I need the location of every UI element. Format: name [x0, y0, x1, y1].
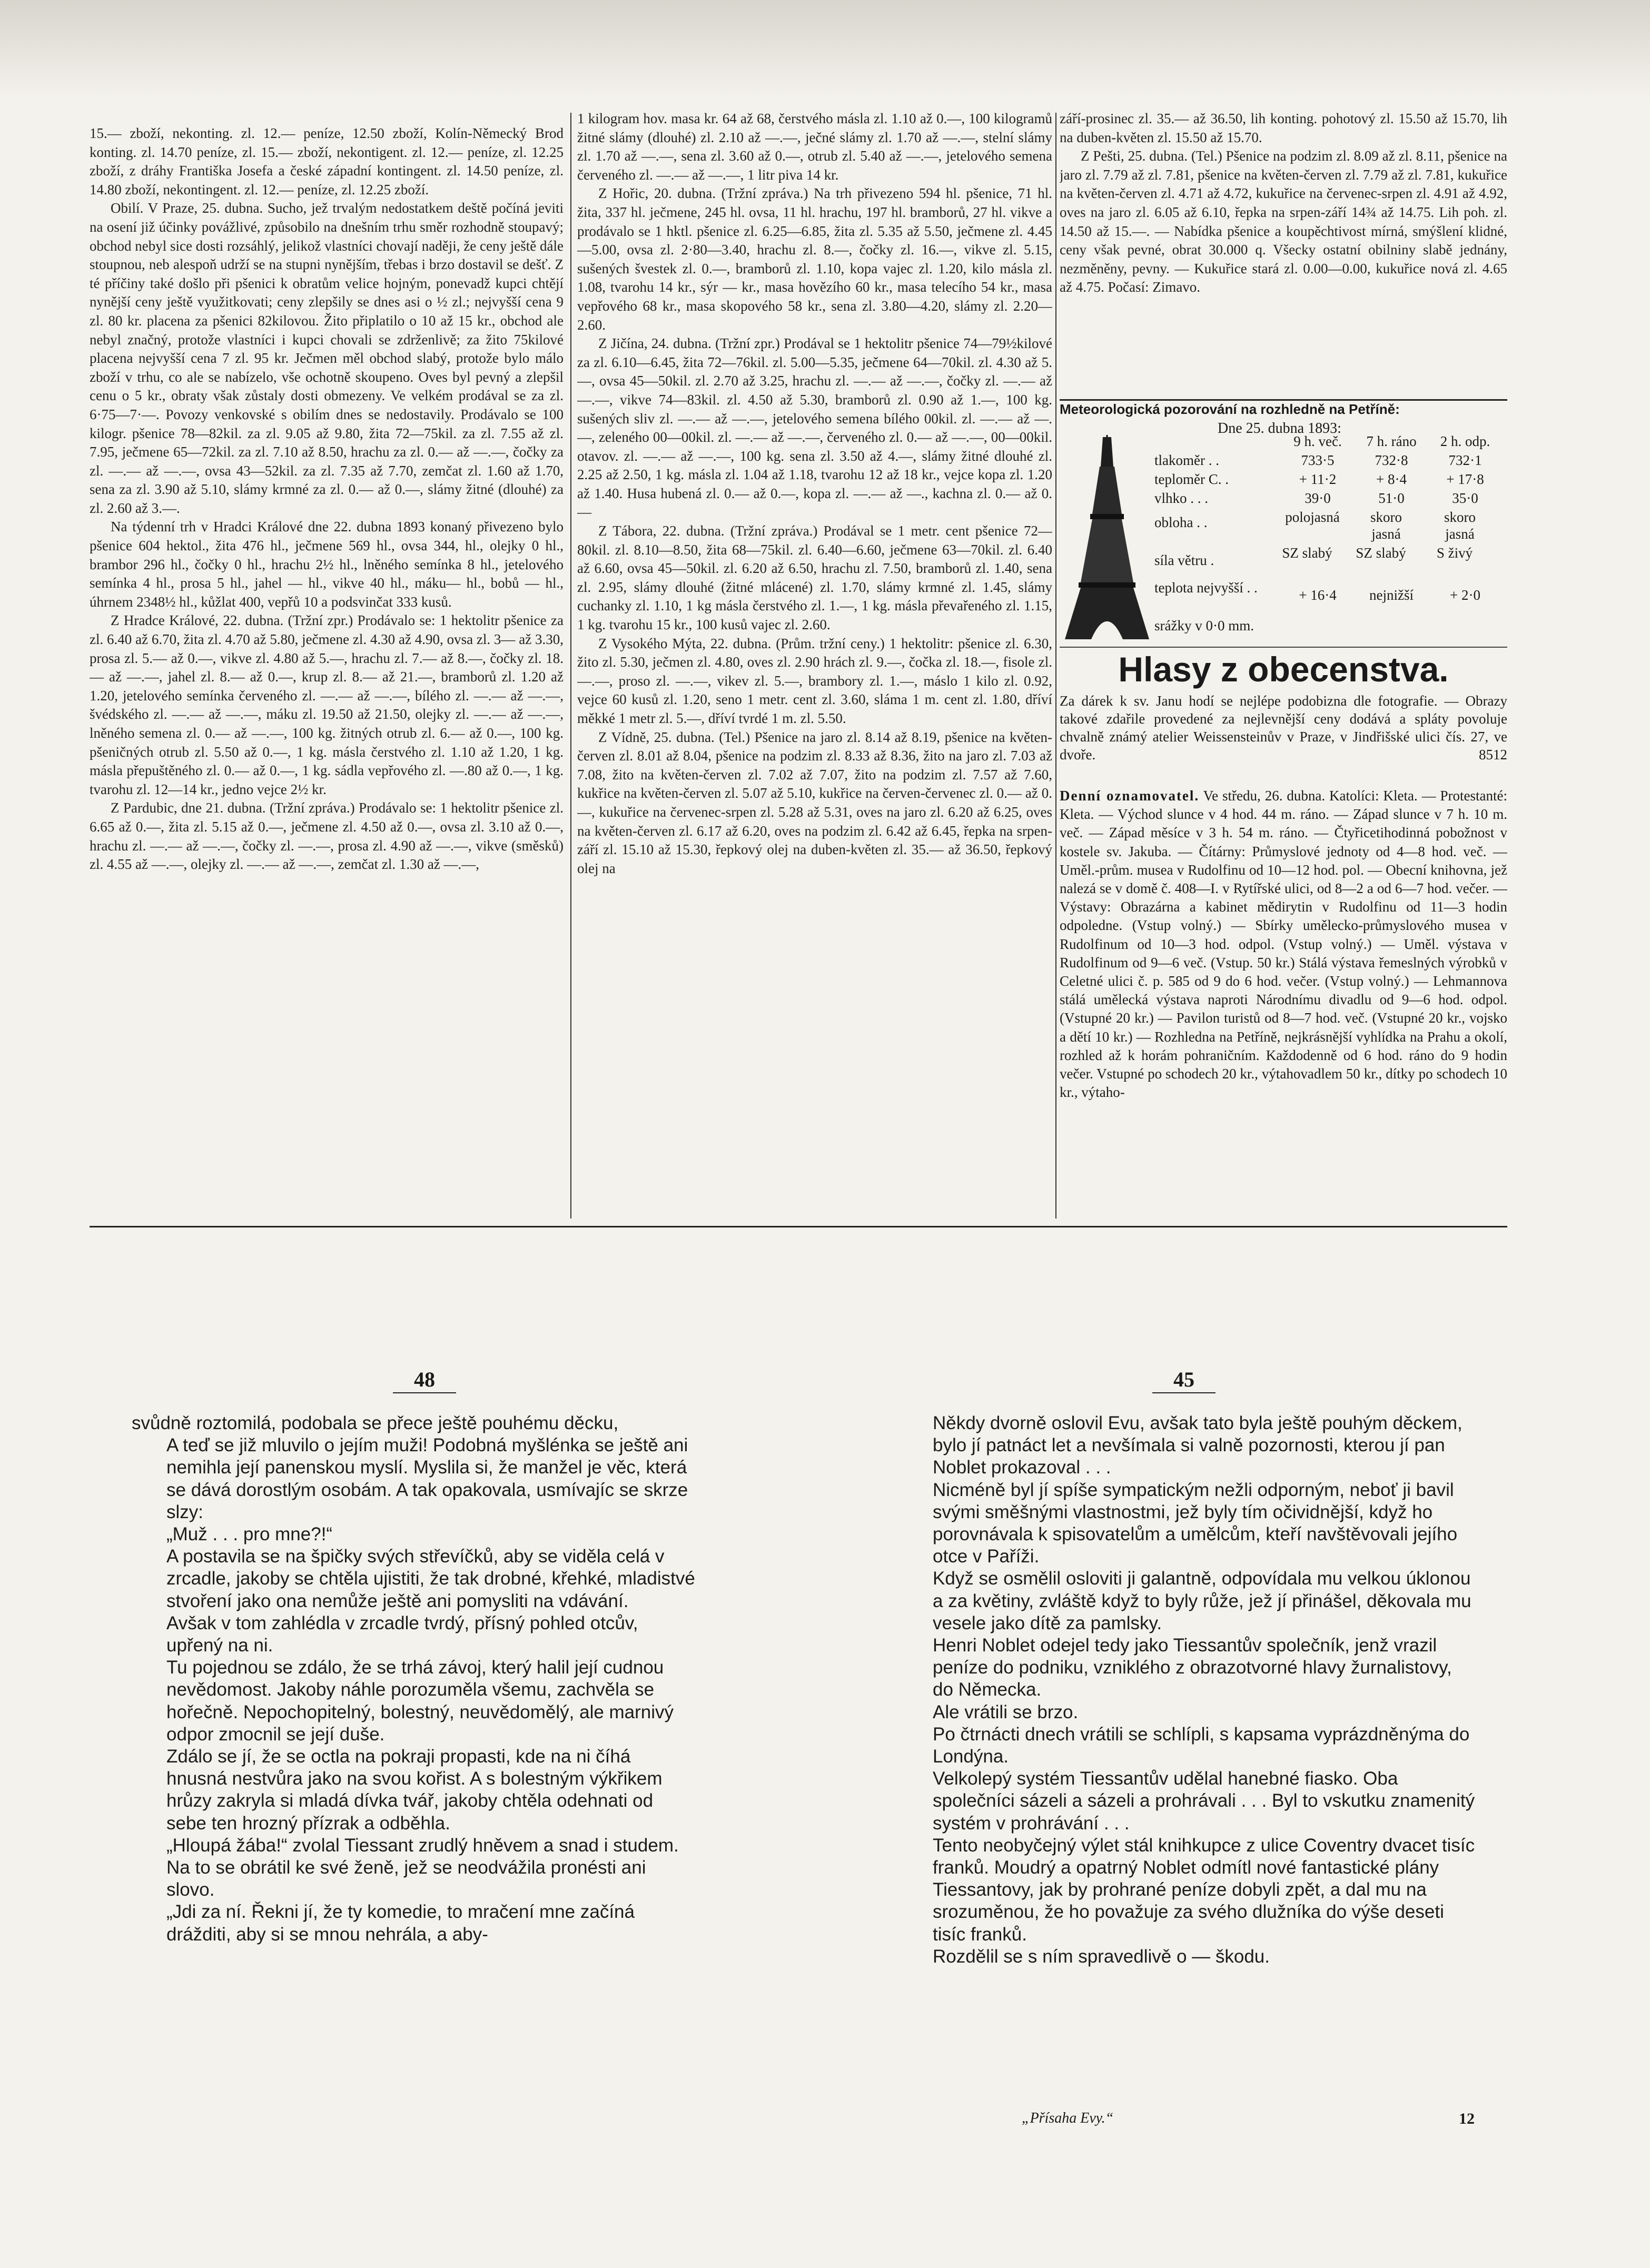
story-paragraph: Avšak v tom zahlédla v zrcadle tvrdý, přísný pohled otcův, upřený na ni.	[166, 1612, 638, 1656]
market-paragraph: Z Vysokého Mýta, 22. dubna. (Prům. tržní ceny.) 1 hektolitr: pšenice zl. 6.30, žito zl. 5.30, ječmen zl. 4.80, oves zl. 2.90 hrách zl. 9.—, čočka zl. 18.—, fisole zl. —.—, proso zl. —.—, vikev zl. 5.—, brambory zl. 1.—, máslo 1 kilo zl. 0.92, vejce 60 kusů zl. 1.20, seno 1 metr. cent zl. 3.60, sláma 1 m. cent zl. 1.80, dříví měkké 1 metr zl. 5.—, dříví tvrdé 1 m. zl. 5.50.	[577, 635, 1052, 726]
section-rule	[1060, 399, 1507, 401]
story-paragraph: Po čtrnácti dnech vrátili se schlípli, s kapsama vyprázdněnýma do Londýna.	[933, 1724, 1470, 1767]
story-paragraph: Ale vrátili se brzo.	[933, 1701, 1079, 1722]
market-paragraph: Na týdenní trh v Hradci Králové dne 22. dubna 1893 konaný přivezeno bylo pšenice 604 hektol., žita 476 hl., ječmene 569 hl., ovsa 344, hl., olejky 0 hl., brambor 296 hl., čočky 0 hl., hrachu 2½ hl., lněného semínka 8 hl., jetelového semínka 4 hl., prosa 5 hl., jahel — hl., vikve 40 hl., máku— hl., bobů — hl., úhrnem 2348½ hl., kůžlat 400, vepřů 10 a podsvinčat 333 kusů.	[90, 519, 564, 610]
story-paragraph: „Jdi za ní. Řekni jí, že ty komedie, to mračení mne začíná drážditi, aby si se mnou nehrála, a aby-	[166, 1901, 635, 1945]
market-paragraph: Obilí. V Praze, 25. dubna. Sucho, jež trvalým nedostatkem deště počíná jeviti na osení již účinky povážlivé, způsobilo na dnešním trhu směr rozhodně stoupavý; obchod nebyl sice dosti rozsáhlý, jelikož vlastníci chovají naději, že ceny ještě dále stoupnou, neb alespoň udrží se na stupni nynějším, třebas i brzo dostavil se dešť. Z té příčiny také došlo při pšenici k obratům velice hojným, ponevadž kupci chtějí nynější ceny ještě využitkovati; ceny zlepšily se dnes asi o ½ zl.; nejvyšší cena 9 zl. 80 kr. placena za pšenici 82kilovou. Žito připlatilo o 10 až 15 kr., obchod ale nebyl značný, protože vlastníci i kupci chovali se zdrženlivě; za žito 75kilové placena nejvyšší cena 7 zl. 95 kr. Ječmen měl obchod slabý, protože bylo málo zboží v trhu, co ale se nabízelo, vše ochotně skoupeno. Oves byl pevný a zlepšil cenu o 5 kr., obraty však zůstaly dosti obmezeny. Ve velkém prodával se za zl. 6·75—7·—. Povozy venkovské s obilím dnes se nedostavily. Prodávalo se 100 kilogr. pšenice 78—82kil. za zl. 9.05 až 9.80, žita 72—75kil. za zl. 7.55 až zl. 7.95, ječmene 65—72kil. za zl. 7.10 až 8.50, hrachu za zl. 0.— až —.—, čočky za zl. —.— až —.—, ovsa 43—52kil. za zl. 7.35 až 7.70, zemčat zl. 1.60 až 1.70, sena za zl. 3.90 až 5.10, slámy krmné za zl. 0.— až 0.—, slámy žitné (dlouhé) za zl. 2.60 až 3.—.	[90, 200, 564, 516]
story-paragraph: Tu pojednou se zdálo, že se trhá závoj, který halil její cudnou nevědomost. Jakoby náhle porozuměla všemu, zachvěla se hořečně. Nepochopitelný, bolestný, neuvědomělý, ale marnivý odpor zmocnil se její duše.	[166, 1657, 674, 1745]
story-page-left	[132, 1412, 695, 2160]
weather-cell: polojasná	[1285, 509, 1340, 525]
market-paragraph: Z Vídně, 25. dubna. (Tel.) Pšenice na jaro zl. 8.14 až 8.19, pšenice na květen-červen zl. 8.01 až 8.04, pšenice na podzim zl. 8.33 až 8.36, žito na jaro zl. 7.03 až 7.08, žito na květen-červen zl. 7.02 až 7.07, žito na podzim zl. 7.57 až 7.60, kukřice na květen-červen zl. 5.07 až 5.10, kukřice na červen-červenec zl. 0.— až 0.—, kukuřice na červenec-srpen zl. 5.28 až 5.31, oves na jaro zl. 6.20 až 6.25, oves na květen-červen zl. 6.17 až 6.20, oves na podzim zl. 6.42 až 6.45, řepka na srpen-září zl. 15.10 až 15.30, řepkový olej na duben-květen zl. 35.— až 36.50, řepkový olej na	[577, 729, 1052, 876]
story-paragraph: svůdně roztomilá, podobala se přece ještě pouhému děcku,	[132, 1413, 619, 1433]
denni-oznamovatel	[1060, 787, 1507, 1219]
weather-cell: S živý	[1436, 545, 1473, 561]
petrin-tower-illustration	[1060, 435, 1154, 641]
book-footer-page: 12	[1459, 2110, 1475, 2127]
weather-cell: 35·0	[1452, 490, 1478, 506]
market-paragraph: Z Hradce Králové, 22. dubna. (Tržní zpr.) Prodávalo se: 1 hektolitr pšenice za zl. 6.40 až 6.70, žita zl. 4.70 až 5.80, ječmene zl. 4.30 až 4.90, ovsa zl. 3— až 3.30, prosa zl. 5.— až 0.—, vikve zl. 4.80 až 5.—, hrachu zl. 7.— až 8.—, čočky zl. 18.— až —.—, jahel zl. 8.— až 0.—, krup zl. 8.— až 21.—, bramborů zl. 1.20 až 1.20, jetelového semínka červeného zl. —.— až —.—, bílého zl. —.— až —.—, švédského zl. —.— až —.—, máku zl. 19.50 až 21.50, olejky zl. —.— až —.—, lněného semena zl. 0.— až —.—, 100 kg. žitných otrub zl. 6.— až 0.—, 100 kg. pšeničných otrub zl. 5.50 až 0.—, 1 kg. másla čerstvého zl. 1.10 až 1.20, 1 kg. másla přepuštěného zl. 0.— až 0.—, 1 kg. sádla vepřového zl. —.80 až 0.—, 1 kg. tvarohu zl. 12—14 kr., jedno vejce 2½ kr.	[90, 612, 564, 797]
story-paragraph: Tento neobyčejný výlet stál knihkupce z ulice Coventry dvacet tisíc franků. Moudrý a opatrný Noblet odmítl nové fantastické plány Tiessantovy, jak by prohrané peníze dobyli zpět, a dal mu na srozuměnou, že ho považuje za svého dlužníka do výše deseti tisíc franků.	[933, 1835, 1475, 1945]
market-paragraph: Z Pešti, 25. dubna. (Tel.) Pšenice na podzim zl. 8.09 až zl. 8.11, pšenice na jaro zl. 7.79 až zl. 7.81, pšenice na květen-červen zl. 7.79 až zl. 7.81, kukuřice na květen-červen zl. 4.71 až 4.72, kukuřice na červenec-srpen zl. 4.91 až 4.92, oves na jaro zl. 6.05 až 6.10, řepka na srpen-září 14¾ až 14.75. Lih poh. zl. 14.50 až 15.—. — Nabídka pšenice a koupěchtivost mírná, smýšlení klidné, ceny však pevné, obrat 30.000 q. Všecky ostatní obilniny slabě jednány, nezměněny, pevny. — Kukuřice stará zl. 0.00—0.00, kukuřice nová zl. 4.65 až 4.75. Počasí: Zimavo.	[1060, 148, 1507, 295]
weather-date: Dne 25. dubna 1893:	[1218, 420, 1341, 437]
hlasy-body	[1060, 692, 1507, 760]
weather-row-label: síla větru .	[1154, 552, 1214, 568]
weather-cell: SZ slabý	[1282, 545, 1332, 561]
market-paragraph: Z Hořic, 20. dubna. (Tržní zpráva.) Na trh přivezeno 594 hl. pšenice, 71 hl. žita, 337 hl. ječmene, 245 hl. ovsa, 11 hl. hrachu, 197 hl. bramborů, 27 hl. vikve a prodávalo se 1 hktl. pšenice zl. 6.25—6.85, žita zl. 5.35 až 5.50, ječmene zl. 4.45—5.00, ovsa zl. 2·80—3.40, hrachu zl. 8.—, čočky zl. 16.—, vikve zl. 5.15, sušených švestek zl. 0.—, bramborů zl. 1.10, kopa vajec zl. 1.20, kilo másla zl. 1.08, tvarohu 14 kr., sýr — kr., masa hovězího 60 kr., masa telecího 54 kr., masa vepřového 68 kr., masa skopového 58 kr., sena zl. 3.80—4.20, slámy zl. 2.20—2.60.	[577, 185, 1052, 333]
weather-cell: + 11·2	[1299, 471, 1337, 487]
weather-row-label: teplota nejvyšší . .	[1154, 580, 1258, 596]
story-paragraph: Někdy dvorně oslovil Evu, avšak tato byla ještě pouhým děckem, bylo jí patnáct let a nevšímala si valně pozornosti, kterou jí pan Noblet prokazoval . . .	[933, 1413, 1463, 1478]
weather-cell: + 16·4	[1299, 587, 1337, 603]
weather-cell: nejnižší	[1369, 587, 1414, 603]
market-paragraph: 15.— zboží, nekonting. zl. 12.— peníze, 12.50 zboží, Kolín-Německý Brod konting. zl. 14.70 peníze, zl. 15.— zboží, nekontigent. zl. 12.— peníze, zl. 12.25 zboží, z dráhy Františka Josefa a české západní kontingent. zl. 14.50 peníze, zl. 14.80 zboží, nekontingent. zl. 12.— peníze, zl. 12.25 zboží.	[90, 125, 564, 197]
weather-col-header: 7 h. ráno	[1366, 433, 1417, 449]
weather-cell: SZ slabý	[1356, 545, 1406, 561]
story-paragraph: „Hloupá žába!“ zvolal Tiessant zrudlý hněvem a snad i studem.	[166, 1835, 679, 1856]
story-paragraph: Zdálo se jí, že se octla na pokraji propasti, kde na ni číhá hnusná nestvůra jako na svou kořist. A s bolestným výkřikem hrůzy zakryla si mladá dívka tvář, jakoby chtěla odehnati od sebe ten hrozný přízrak a odběhla.	[166, 1746, 663, 1834]
weather-row-label: obloha . .	[1154, 514, 1208, 530]
weather-row-label: tlakoměr . .	[1154, 452, 1219, 468]
market-paragraph: 1 kilogram hov. masa kr. 64 až 68, čerstvého másla zl. 1.10 až 0.—, 100 kilogramů žitné slámy (dlouhé) zl. 2.10 až —.—, ječné slámy zl. 1.70 až —.—, stelní slámy zl. 1.70 až —.—, sena zl. 3.60 až 0.—, otrub zl. 5.40 až —.—, jetelového semena červeného zl. —.— až —.—, 1 litr piva 14 kr.	[577, 111, 1052, 183]
hlasy-heading: Hlasy z obecenstva.	[1118, 650, 1449, 689]
weather-cell: 51·0	[1378, 490, 1405, 506]
weather-cell: 732·1	[1448, 452, 1482, 468]
story-paragraph: A teď se již mluvilo o jejím muži! Podobná myšlénka se ještě ani nemihla její panenskou myslí. Myslila si, že manžel je věc, která se dává dorostlým osobám. A tak opakovala, usmívajíc se skrze slzy:	[166, 1435, 688, 1522]
story-paragraph: A postavila se na špičky svých střevíčků, aby se viděla celá v zrcadle, jakoby se chtěla ujistiti, že tak drobné, křehké, mladistvé stvoření jako ona nemůže ještě ani pomysliti na vdávání.	[166, 1546, 695, 1611]
section-rule	[1060, 647, 1507, 648]
newspaper-column-1	[90, 124, 564, 1225]
weather-cell: 733·5	[1301, 452, 1335, 468]
story-paragraph: Henri Noblet odejel tedy jako Tiessantův společník, jenž vrazil peníze do podniku, vzniklého z obrazotvorné hlavy žurnalistovy, do Německa.	[933, 1635, 1452, 1700]
weather-cell: skoro jasná	[1370, 509, 1402, 542]
newspaper-column-3	[1060, 110, 1507, 394]
weather-table	[1060, 401, 1507, 645]
market-paragraph: Z Jičína, 24. dubna. (Tržní zpr.) Prodával se 1 hektolitr pšenice 74—79½kilové za zl. 6.10—6.45, žita 72—76kil. zl. 5.00—5.35, ječmene 64—70kil. zl. 4.30 až 5.—, ovsa 45—50kil. zl. 2.70 až 3.25, hrachu zl. —.— až —.—, čočky zl. —.— až —.—, vikve 74—83kil. zl. 4.50 až 5.30, bramborů zl. 0.90 až 1.—, 100 kg. sušených sliv zl. —.— až —.—, jetelového semena bílého 00kil. zl. —.— až —.—, zeleného 00—00kil. zl. —.— až —.—, červeného zl. 0.— až —.—, 00—00kil. otavov. zl. —.— až —.—, 100 kg. sena zl. 3.50 až 4.—, slámy žitné dlouhé zl. 2.25 až 2.50, 1 kg. másla zl. 1.04 až 1.18, tvarohu 12 až 18 kr., vejce kopa zl. 1.20 až 1.40. Husa hubená zl. 0.— až 0.—, kopa zl. —.— až —., kachna zl. 0.— až 0.—	[577, 335, 1052, 520]
market-paragraph: září-prosinec zl. 35.— až 36.50, lih konting. pohotový zl. 15.50 až 15.70, lih na duben-květen zl. 15.50 až 15.70.	[1060, 111, 1507, 145]
story-paragraph: Velkolepý systém Tiessantův udělal hanebné fiasko. Oba společníci sázeli a sázeli a prohrávali . . . Byl to vskutku znamenitý systém v prohrávání . . .	[933, 1768, 1475, 1834]
book-title: „Přísaha Evy.“	[1022, 2110, 1114, 2126]
weather-cell: 39·0	[1305, 490, 1331, 506]
weather-cell: 732·8	[1375, 452, 1408, 468]
weather-cell: + 2·0	[1450, 587, 1480, 603]
page-number-rule	[393, 1392, 456, 1393]
column-divider	[570, 113, 571, 1219]
story-paragraph: Když se osmělil osloviti ji galantně, odpovídala mu velkou úklonou a za květiny, zvláště když to byly růže, jež jí přinášel, děkovala mu vesele jako dítě za pamlsky.	[933, 1568, 1471, 1633]
weather-row-label: teploměr C. .	[1154, 471, 1229, 487]
clipping-bottom-rule	[90, 1226, 1507, 1227]
market-paragraph: Z Tábora, 22. dubna. (Tržní zpráva.) Prodával se 1 metr. cent pšenice 72—80kil. zl. 8.10—8.50, žita 68—75kil. zl. 6.40—6.60, ječmene 63—70kil. zl. 6.40 až 6.60, ovsa 45—50kil. zl. 6.20 až 6.50, hrachu zl. 7.50, bramborů zl. 1.40, sena zl. 2.95, slámy dlouhé (žitné mlácené) zl. 1.70, slámy krmné zl. 1.45, slámy cuchanky zl. 1.10, 1 kg másla čerstvého zl. 1.—, 1 kg. másla převařeného zl. 1.15, 1 kg. tvarohu 15 kr., 100 kusů vajec zl. 2.60.	[577, 523, 1052, 633]
weather-col-header: 9 h. več.	[1293, 433, 1342, 449]
weather-cell: skoro jasná	[1444, 509, 1476, 542]
market-paragraph: Z Pardubic, dne 21. dubna. (Tržní zpráva.) Prodávalo se: 1 hektolitr pšenice zl. 6.65 až 0.—, žita zl. 5.15 až 0.—, ječmene zl. 4.50 až 0.—, ovsa zl. 3.10 až 0.—, hrachu zl. —.— až —.—, čočky zl. —.—, prosa zl. 4.90 až —.—, vikve (směsků) zl. 4.55 až —.—, olejky zl. —.— až —.—, zemčat zl. 1.30 až —.—,	[90, 800, 564, 873]
story-page-right	[898, 1412, 1477, 2234]
story-paragraph: Rozdělil se s ním spravedlivě o — škodu.	[933, 1946, 1270, 1967]
story-paragraph: Na to se obrátil ke své ženě, jež se neodvážila pronésti ani slovo.	[166, 1857, 646, 1900]
page-number-right: 45	[1173, 1368, 1194, 1391]
story-paragraph: „Muž . . . pro mne?!“	[166, 1524, 333, 1545]
column-divider	[1055, 113, 1056, 1219]
story-paragraph: Nicméně byl jí spíše sympatickým nežli odporným, neboť ji bavil svými směšnými vlastnostmi, jež byly tím očividnější, když ho porovnávala k spisovatelům a umělcům, kteří navštěvovali jejího otce v Paříži.	[933, 1479, 1458, 1567]
book-footer-title	[1022, 2110, 1113, 2127]
denni-title: Denní oznamovatel.	[1060, 788, 1200, 804]
newspaper-column-2	[577, 110, 1052, 1215]
weather-row-label: vlhko . . .	[1154, 490, 1209, 506]
weather-cell: + 17·8	[1446, 471, 1484, 487]
weather-cell: + 8·4	[1376, 471, 1407, 487]
hlasy-code: 8512	[1479, 747, 1507, 762]
weather-heading: Meteorologická pozorování na rozhledně na Petříně:	[1060, 401, 1400, 417]
hlasy-text: Za dárek k sv. Janu hodí se nejlépe podobizna dle fotografie. — Obrazy takové zdařile provedené za nejlevnější ceny dodává a spláty povoluje chvalně známý atelier Weissensteinův v Praze, v Jindřišské ulici čís. 27, ve dvoře.	[1060, 693, 1507, 762]
scan-shadow-top	[0, 0, 1650, 100]
page-number-rule	[1152, 1392, 1216, 1393]
page-number-left: 48	[414, 1368, 435, 1391]
denni-text: Ve středu, 26. dubna. Katolíci: Kleta. — Protestanté: Kleta. — Východ slunce v 4 hod. 44 m. ráno. — Západ slunce v 7 h. 10 m. več. — Západ měsíce v 3 h. 54 m. ráno. — Čtyřicetihodinná pobožnost v kostele sv. Jakuba. — Čítárny: Průmyslové jednoty od 4—8 hod. več. — Uměl.-prům. musea v Rudolfinu od 10—12 hod. pol. — Obecní knihovna, jež nalezá se v domě č. 408—I. v Rytířské ulici, od 8—2 a od 6—7 hod. večer. — Výstavy: Obrazárna a kabinet mědirytin v Rudolfinu od 11—3 hodin odpoledne. (Vstup volný.) — Sbírky umělecko-průmyslového musea v Rudolfinum od 10—3 hod. odpol. (Vstup volný.) — Uměl. výstava v Rudolfinum od 9—6 več. (Vstup. 50 kr.) Stálá výstava řemeslných výrobků v Celetné ulici č. p. 585 od 9 do 6 hod. večer. (Vstup volný.) — Lehmannova stálá umělecká výstava naproti Národnímu divadlu od 9—6 hod. odpol. (Vstupné 20 kr.) — Pavilon turistů od 8—7 hod. več. (Vstupné 20 kr., vojsko a dětí 10 kr.) — Rozhledna na Petříně, nejkrásnější vyhlídka na Prahu a okolí, rozhled až k horám pohraničním. Každodenně od 6 hod. ráno do 9 hodin večer. Vstupné po schodech 20 kr., výtahovadlem 50 kr., dítky po schodech 10 kr., výtaho-	[1060, 788, 1507, 1101]
weather-row-label: srážky v 0·0 mm.	[1154, 618, 1254, 633]
weather-col-header: 2 h. odp.	[1440, 433, 1490, 449]
